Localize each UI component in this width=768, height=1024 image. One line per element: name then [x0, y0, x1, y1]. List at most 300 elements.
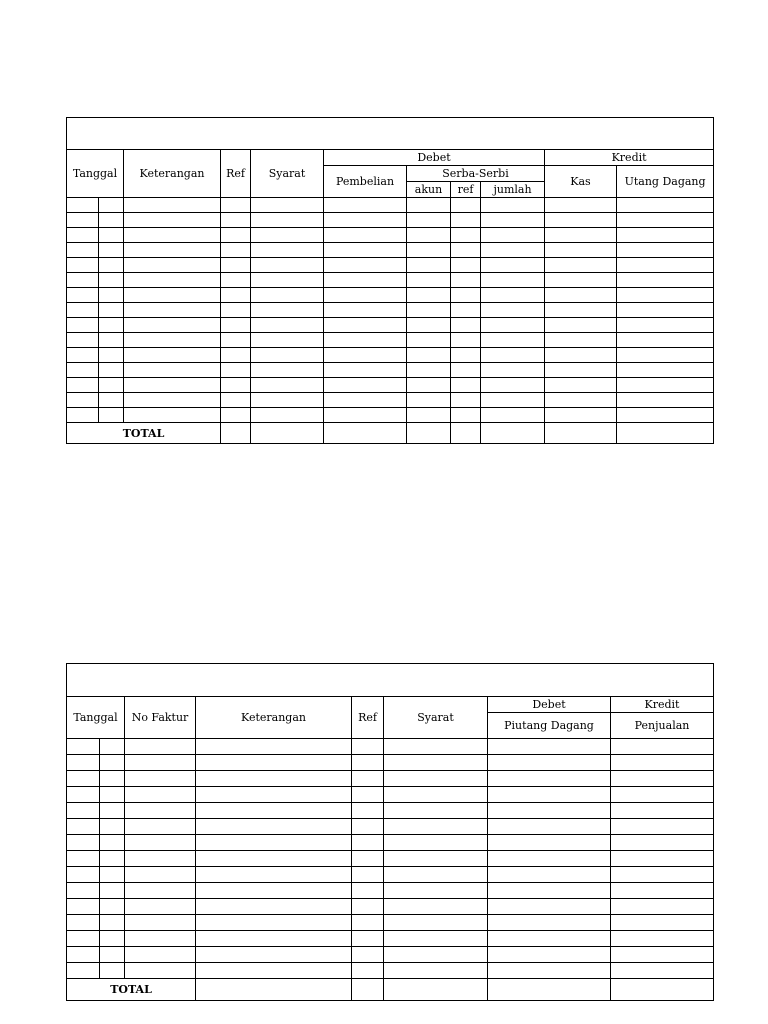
table-cell [251, 333, 324, 348]
table-cell [324, 213, 407, 228]
table-cell [384, 803, 488, 819]
header-ref: Ref [352, 697, 384, 739]
table-cell [617, 408, 714, 423]
table-cell [196, 947, 352, 963]
table-cell [67, 931, 100, 947]
table-row [67, 755, 714, 771]
table-cell [125, 883, 196, 899]
table-cell [451, 393, 481, 408]
table-cell [100, 803, 125, 819]
table-cell [384, 883, 488, 899]
table-cell [221, 393, 251, 408]
table-cell [407, 258, 451, 273]
table-cell [488, 947, 611, 963]
table-cell [67, 378, 99, 393]
table-cell [352, 803, 384, 819]
table-cell [99, 408, 124, 423]
table-cell [407, 393, 451, 408]
header-no-faktur: No Faktur [125, 697, 196, 739]
table-cell [451, 348, 481, 363]
table-cell [221, 363, 251, 378]
table-cell [125, 755, 196, 771]
table-row [67, 931, 714, 947]
table-cell [251, 198, 324, 213]
table-cell [545, 213, 617, 228]
header-keterangan: Keterangan [196, 697, 352, 739]
table-cell [196, 883, 352, 899]
table-cell [99, 378, 124, 393]
table-row [67, 243, 714, 258]
table-cell [251, 348, 324, 363]
table-cell [352, 739, 384, 755]
table-cell [67, 288, 99, 303]
total-cell [352, 979, 384, 1001]
header-ref-sub: ref [451, 182, 481, 198]
header-serba-serbi: Serba-Serbi [407, 166, 545, 182]
table-cell [251, 393, 324, 408]
table-cell [67, 819, 100, 835]
header-kas: Kas [545, 166, 617, 198]
table-cell [324, 333, 407, 348]
table-cell [545, 228, 617, 243]
table-cell [100, 947, 125, 963]
table-cell [221, 378, 251, 393]
table-cell [324, 408, 407, 423]
table-cell [617, 243, 714, 258]
purchase-journal-table [66, 117, 714, 444]
table-cell [481, 228, 545, 243]
table-cell [124, 303, 221, 318]
table-cell [407, 243, 451, 258]
table-cell [100, 915, 125, 931]
table-cell [352, 931, 384, 947]
table-row [67, 408, 714, 423]
table-cell [481, 393, 545, 408]
table-row [67, 378, 714, 393]
table-cell [488, 835, 611, 851]
table-cell [545, 258, 617, 273]
table-cell [324, 363, 407, 378]
table-cell [407, 333, 451, 348]
table-cell [67, 273, 99, 288]
table-cell [384, 739, 488, 755]
table-cell [196, 835, 352, 851]
table-cell [67, 771, 100, 787]
table-cell [125, 819, 196, 835]
table-cell [611, 835, 714, 851]
table-cell [611, 819, 714, 835]
table-row [67, 835, 714, 851]
table-cell [352, 851, 384, 867]
table-cell [545, 198, 617, 213]
table-cell [407, 363, 451, 378]
table-cell [221, 198, 251, 213]
table-cell [611, 755, 714, 771]
table-cell [251, 213, 324, 228]
table-cell [124, 288, 221, 303]
table-cell [407, 228, 451, 243]
table-cell [384, 899, 488, 915]
table-cell [251, 408, 324, 423]
table-row [67, 288, 714, 303]
table-cell [611, 867, 714, 883]
table-cell [488, 883, 611, 899]
table-cell [221, 258, 251, 273]
table-cell [451, 228, 481, 243]
table-cell [67, 348, 99, 363]
table-cell [67, 803, 100, 819]
table-cell [100, 835, 125, 851]
table-cell [67, 787, 100, 803]
table-row [67, 363, 714, 378]
table-cell [352, 963, 384, 979]
table-cell [196, 819, 352, 835]
table-row [67, 771, 714, 787]
header-tanggal: Tanggal [67, 150, 124, 198]
table-cell [67, 258, 99, 273]
table-cell [99, 258, 124, 273]
table-cell [488, 819, 611, 835]
table-cell [488, 915, 611, 931]
table-cell [451, 213, 481, 228]
table-cell [196, 787, 352, 803]
table-cell [352, 835, 384, 851]
table-cell [125, 803, 196, 819]
table-cell [324, 393, 407, 408]
table-cell [451, 333, 481, 348]
table-cell [67, 899, 100, 915]
table-cell [221, 303, 251, 318]
table-cell [611, 915, 714, 931]
table-cell [451, 363, 481, 378]
table-cell [545, 243, 617, 258]
table-cell [451, 243, 481, 258]
total-label: TOTAL [67, 423, 221, 444]
table-cell [324, 258, 407, 273]
table-cell [100, 899, 125, 915]
table-cell [196, 739, 352, 755]
table-cell [384, 851, 488, 867]
table-cell [481, 213, 545, 228]
table-row [67, 739, 714, 755]
table-cell [125, 851, 196, 867]
table-cell [221, 333, 251, 348]
table-cell [545, 378, 617, 393]
table-cell [67, 408, 99, 423]
table-row [67, 348, 714, 363]
table-cell [451, 258, 481, 273]
table-cell [407, 408, 451, 423]
table-cell [352, 899, 384, 915]
total-cell [488, 979, 611, 1001]
table-cell [196, 899, 352, 915]
table-cell [99, 318, 124, 333]
table-cell [67, 213, 99, 228]
table-cell [99, 228, 124, 243]
table-cell [488, 755, 611, 771]
sales-journal-table [66, 663, 714, 1001]
table-cell [125, 931, 196, 947]
journal-title [67, 664, 714, 697]
table-row [67, 867, 714, 883]
table-cell [124, 198, 221, 213]
table-cell [100, 771, 125, 787]
table-cell [99, 348, 124, 363]
header-tanggal: Tanggal [67, 697, 125, 739]
table-cell [617, 348, 714, 363]
table-cell [488, 739, 611, 755]
table-cell [611, 803, 714, 819]
table-cell [481, 258, 545, 273]
table-cell [221, 408, 251, 423]
table-row [67, 213, 714, 228]
table-cell [611, 947, 714, 963]
table-cell [100, 819, 125, 835]
table-cell [481, 318, 545, 333]
table-cell [611, 931, 714, 947]
table-cell [545, 363, 617, 378]
table-cell [481, 198, 545, 213]
header-keterangan: Keterangan [124, 150, 221, 198]
table-cell [611, 883, 714, 899]
total-cell [545, 423, 617, 444]
table-cell [251, 378, 324, 393]
table-cell [352, 915, 384, 931]
header-kredit: Kredit [545, 150, 714, 166]
table-cell [488, 771, 611, 787]
table-cell [196, 867, 352, 883]
header-penjualan: Penjualan [611, 713, 714, 739]
total-cell [451, 423, 481, 444]
table-cell [124, 243, 221, 258]
table-cell [407, 273, 451, 288]
table-cell [100, 883, 125, 899]
total-cell [384, 979, 488, 1001]
table-cell [488, 963, 611, 979]
table-cell [124, 408, 221, 423]
table-cell [384, 915, 488, 931]
table-cell [617, 318, 714, 333]
table-cell [251, 363, 324, 378]
table-cell [407, 378, 451, 393]
table-cell [545, 348, 617, 363]
total-cell [251, 423, 324, 444]
table-row [67, 787, 714, 803]
table-cell [124, 258, 221, 273]
table-cell [488, 787, 611, 803]
table-cell [221, 228, 251, 243]
table-cell [125, 739, 196, 755]
table-cell [324, 228, 407, 243]
table-cell [67, 198, 99, 213]
table-row [67, 318, 714, 333]
table-cell [488, 803, 611, 819]
table-cell [611, 787, 714, 803]
table-cell [352, 787, 384, 803]
table-cell [617, 273, 714, 288]
table-cell [384, 835, 488, 851]
table-row [67, 258, 714, 273]
table-cell [251, 318, 324, 333]
table-cell [67, 303, 99, 318]
table-cell [125, 963, 196, 979]
table-cell [324, 198, 407, 213]
table-row [67, 963, 714, 979]
table-cell [611, 739, 714, 755]
table-cell [324, 348, 407, 363]
total-cell [407, 423, 451, 444]
table-cell [324, 273, 407, 288]
header-syarat: Syarat [251, 150, 324, 198]
table-cell [384, 947, 488, 963]
table-cell [488, 867, 611, 883]
table-cell [221, 288, 251, 303]
table-cell [100, 739, 125, 755]
table-cell [67, 883, 100, 899]
table-cell [384, 787, 488, 803]
table-cell [67, 835, 100, 851]
table-cell [251, 228, 324, 243]
table-cell [100, 851, 125, 867]
table-cell [99, 288, 124, 303]
table-cell [481, 378, 545, 393]
table-cell [124, 213, 221, 228]
table-cell [352, 755, 384, 771]
table-cell [545, 288, 617, 303]
table-cell [67, 867, 100, 883]
table-cell [67, 318, 99, 333]
table-cell [617, 333, 714, 348]
table-cell [481, 333, 545, 348]
table-cell [488, 899, 611, 915]
table-cell [67, 851, 100, 867]
table-cell [324, 288, 407, 303]
table-cell [100, 755, 125, 771]
table-cell [407, 303, 451, 318]
table-cell [451, 303, 481, 318]
table-cell [100, 787, 125, 803]
table-cell [451, 408, 481, 423]
total-cell [324, 423, 407, 444]
header-debet: Debet [324, 150, 545, 166]
table-cell [124, 228, 221, 243]
table-cell [251, 258, 324, 273]
table-cell [488, 931, 611, 947]
table-cell [125, 787, 196, 803]
table-cell [100, 963, 125, 979]
total-label: TOTAL [67, 979, 196, 1001]
table-cell [67, 363, 99, 378]
table-cell [481, 363, 545, 378]
table-cell [545, 303, 617, 318]
table-cell [617, 303, 714, 318]
table-cell [481, 303, 545, 318]
table-cell [384, 963, 488, 979]
table-cell [196, 771, 352, 787]
table-cell [384, 931, 488, 947]
table-cell [481, 243, 545, 258]
table-cell [251, 303, 324, 318]
table-row [67, 273, 714, 288]
header-piutang-dagang: Piutang Dagang [488, 713, 611, 739]
table-cell [352, 947, 384, 963]
table-cell [384, 771, 488, 787]
table-cell [611, 963, 714, 979]
table-cell [125, 835, 196, 851]
table-cell [617, 228, 714, 243]
table-cell [352, 819, 384, 835]
table-row [67, 819, 714, 835]
table-cell [99, 243, 124, 258]
table-row [67, 899, 714, 915]
table-cell [617, 288, 714, 303]
table-cell [221, 273, 251, 288]
table-row [67, 303, 714, 318]
table-cell [545, 333, 617, 348]
table-cell [67, 393, 99, 408]
table-cell [196, 963, 352, 979]
table-cell [407, 318, 451, 333]
table-cell [99, 303, 124, 318]
table-cell [488, 851, 611, 867]
table-cell [99, 213, 124, 228]
table-cell [611, 771, 714, 787]
header-ref: Ref [221, 150, 251, 198]
table-row [67, 883, 714, 899]
header-utang-dagang: Utang Dagang [617, 166, 714, 198]
table-cell [324, 318, 407, 333]
table-cell [221, 243, 251, 258]
total-cell [196, 979, 352, 1001]
header-jumlah: jumlah [481, 182, 545, 198]
table-cell [67, 963, 100, 979]
table-cell [545, 393, 617, 408]
table-cell [384, 867, 488, 883]
table-cell [125, 915, 196, 931]
table-row [67, 803, 714, 819]
table-cell [67, 243, 99, 258]
table-cell [251, 273, 324, 288]
table-cell [617, 198, 714, 213]
table-cell [67, 739, 100, 755]
table-cell [384, 755, 488, 771]
table-cell [125, 899, 196, 915]
table-cell [100, 867, 125, 883]
table-cell [451, 198, 481, 213]
table-cell [352, 883, 384, 899]
table-cell [124, 348, 221, 363]
total-cell [221, 423, 251, 444]
table-row [67, 947, 714, 963]
header-syarat: Syarat [384, 697, 488, 739]
table-cell [124, 363, 221, 378]
table-cell [124, 318, 221, 333]
table-cell [324, 303, 407, 318]
table-cell [124, 393, 221, 408]
table-cell [100, 931, 125, 947]
header-debet: Debet [488, 697, 611, 713]
table-cell [481, 348, 545, 363]
table-row [67, 393, 714, 408]
table-cell [617, 378, 714, 393]
header-akun: akun [407, 182, 451, 198]
table-cell [124, 378, 221, 393]
table-cell [481, 288, 545, 303]
table-cell [611, 899, 714, 915]
header-kredit: Kredit [611, 697, 714, 713]
table-cell [125, 947, 196, 963]
table-cell [384, 819, 488, 835]
